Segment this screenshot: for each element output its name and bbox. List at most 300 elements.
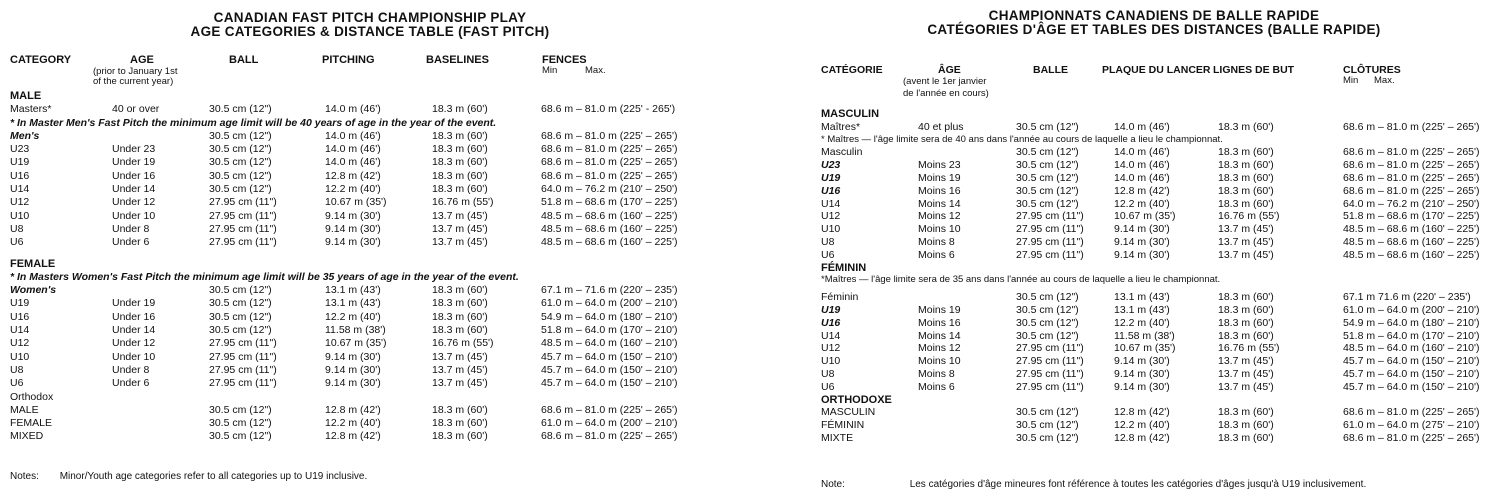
table-row <box>0 284 740 297</box>
header-category: CATEGORY <box>10 54 72 66</box>
table-row <box>808 249 1500 262</box>
cell-baselines: 13.7 m (45') <box>1218 248 1274 261</box>
cell-ball: 27.95 cm (11") <box>209 196 277 209</box>
section-heading <box>808 394 1500 407</box>
table-row <box>808 317 1500 330</box>
table-row <box>0 236 740 249</box>
cell-baselines: 18.3 m (60') <box>1218 406 1274 419</box>
cell-baselines: 18.3 m (60') <box>432 284 488 297</box>
cell-ball: 30.5 cm (12") <box>1016 316 1079 329</box>
cell-baselines: 18.3 m (60') <box>432 310 488 323</box>
cell-ball: 30.5 cm (12") <box>1016 329 1079 342</box>
cell-category: U19 <box>10 297 30 310</box>
cell-age: Under 8 <box>112 222 150 235</box>
cell-pitching: 14.0 m (46') <box>325 129 381 142</box>
page-title <box>0 11 740 39</box>
cell-ball: 27.95 cm (11") <box>1016 248 1084 261</box>
cell-ball: 27.95 cm (11") <box>209 350 277 363</box>
cell-fences: 68.6 m – 81.0 m (225' - 265') <box>541 103 676 116</box>
fences-min-label-fr: Min <box>1343 75 1359 86</box>
cell-baselines: 18.3 m (60') <box>1218 146 1274 159</box>
table-row <box>808 236 1500 249</box>
cell-age: Moins 19 <box>918 303 961 316</box>
table-row <box>0 223 740 236</box>
cell-category: Women's <box>10 284 57 297</box>
table-row <box>808 368 1500 381</box>
cell-baselines: 18.3 m (60') <box>1218 184 1274 197</box>
cell-fences: 61.0 m – 64.0 m (200' – 210') <box>1343 303 1480 316</box>
cell-baselines: 13.7 m (45') <box>432 350 488 363</box>
cell-category: U12 <box>821 210 841 223</box>
cell-category: U12 <box>10 337 30 350</box>
cell-category: U12 <box>821 342 841 355</box>
cell-ball: 27.95 cm (11") <box>209 363 277 376</box>
cell-ball: 30.5 cm (12") <box>1016 184 1079 197</box>
cell-fences: 48.5 m – 68.6 m (160' – 225') <box>541 209 678 222</box>
cell-age: Moins 16 <box>918 184 961 197</box>
cell-baselines: 13.7 m (45') <box>1218 367 1274 380</box>
cell-ball: 27.95 cm (11") <box>209 209 277 222</box>
table-row <box>808 381 1500 394</box>
table-row <box>808 121 1500 134</box>
table-row <box>808 330 1500 343</box>
footnote-row <box>808 274 1500 287</box>
cell-category: U19 <box>821 303 841 316</box>
cell-category: U10 <box>821 223 841 236</box>
cell-ball: 27.95 cm (11") <box>1016 355 1084 368</box>
row-spacer <box>0 250 740 258</box>
cell-fences: 68.6 m – 81.0 m (225' – 265') <box>1343 406 1480 419</box>
cell-age: Under 8 <box>112 363 150 376</box>
section-heading <box>808 262 1500 275</box>
cell-ball: 27.95 cm (11") <box>1016 342 1084 355</box>
cell-age: Under 12 <box>112 337 156 350</box>
cell-ball: 30.5 cm (12") <box>209 310 272 323</box>
cell-pitching: 12.8 m (42') <box>325 169 381 182</box>
cell-pitching: 12.8 m (42') <box>1114 431 1170 444</box>
cell-category: U16 <box>10 310 30 323</box>
cell-fences: 48.5 m – 64.0 m (160' – 210') <box>541 337 678 350</box>
cell-age: Under 19 <box>112 297 156 310</box>
cell-baselines: 18.3 m (60') <box>432 403 488 416</box>
cell-category: U10 <box>10 209 30 222</box>
cell-fences: 68.6 m – 81.0 m (225' – 265') <box>1343 431 1480 444</box>
cell-pitching: 9.14 m (30') <box>1114 223 1170 236</box>
table-row <box>0 130 740 143</box>
cell-pitching: 14.0 m (46') <box>325 156 381 169</box>
cell-fences: 48.5 m – 68.6 m (160' – 225') <box>1343 223 1480 236</box>
cell-pitching: 13.1 m (43') <box>1114 303 1170 316</box>
cell-fences: 51.8 m – 68.6 m (170' – 225') <box>1343 210 1480 223</box>
cell-category: FEMALE <box>10 417 53 430</box>
cell-fences: 68.6 m – 81.0 m (225' – 265') <box>1343 120 1480 133</box>
cell-ball: 30.5 cm (12") <box>1016 406 1079 419</box>
cell-pitching: 9.14 m (30') <box>1114 380 1170 393</box>
page-title-fr <box>808 9 1500 37</box>
cell-pitching: 11.58 m (38') <box>325 324 386 337</box>
cell-pitching: 12.2 m (40') <box>325 310 381 323</box>
cell-age: Moins 14 <box>918 329 961 342</box>
cell-fences: 68.6 m – 81.0 m (225' – 265') <box>541 143 678 156</box>
cell-pitching: 11.58 m (38') <box>1114 329 1175 342</box>
cell-fences: 48.5 m – 68.6 m (160' – 225') <box>541 222 678 235</box>
cell-pitching: 12.2 m (40') <box>325 417 381 430</box>
title-line-2: AGE CATEGORIES & DISTANCE TABLE (FAST PITCH) <box>190 24 550 39</box>
cell-category: Masculin <box>821 146 863 159</box>
cell-ball: 30.5 cm (12") <box>1016 146 1079 159</box>
cell-pitching: 9.14 m (30') <box>325 363 381 376</box>
cell-baselines: 18.3 m (60') <box>432 156 488 169</box>
table-row <box>808 355 1500 368</box>
cell-baselines: 13.7 m (45') <box>1218 235 1274 248</box>
table-row <box>0 337 740 350</box>
cell-age: 40 or over <box>112 103 160 116</box>
cell-baselines: 18.3 m (60') <box>1218 197 1274 210</box>
table-row <box>808 291 1500 304</box>
cell-age: Moins 14 <box>918 197 961 210</box>
cell-baselines: 18.3 m (60') <box>432 129 488 142</box>
cell-category: MIXTE <box>821 431 854 444</box>
header-age: AGE <box>130 54 154 66</box>
cell-pitching: 9.14 m (30') <box>1114 355 1170 368</box>
cell-age: Under 12 <box>112 196 156 209</box>
cell-category: MASCULIN <box>821 108 880 120</box>
table-row <box>0 377 740 390</box>
cell-ball: 30.5 cm (12") <box>209 297 272 310</box>
cell-baselines: 13.7 m (45') <box>432 363 488 376</box>
cell-category: * Maîtres — l'âge limite sera de 40 ans dans l'année au cours de laquelle a lieu le championnat. <box>821 133 1223 145</box>
header-pitching: PITCHING <box>322 54 375 66</box>
cell-fences: 48.5 m – 64.0 m (160' – 210') <box>1343 342 1480 355</box>
cell-age: Moins 6 <box>918 248 955 261</box>
notes-label-fr: Note: <box>821 479 845 490</box>
cell-fences: 68.6 m – 81.0 m (225' – 265') <box>541 403 678 416</box>
cell-ball: 30.5 cm (12") <box>1016 159 1079 172</box>
cell-baselines: 18.3 m (60') <box>432 169 488 182</box>
cell-ball: 30.5 cm (12") <box>209 143 272 156</box>
header-fences: FENCES <box>542 54 587 66</box>
notes-text: Minor/Youth age categories refer to all categories up to U19 inclusive. <box>59 471 368 482</box>
table-row <box>0 297 740 310</box>
cell-category: ORTHODOXE <box>821 393 892 406</box>
table-row <box>808 432 1500 445</box>
cell-ball: 27.95 cm (11") <box>209 236 277 249</box>
cell-fences: 45.7 m – 64.0 m (150' – 210') <box>1343 380 1480 393</box>
notes <box>10 471 367 482</box>
table-row <box>0 351 740 364</box>
cell-baselines: 18.3 m (60') <box>432 103 488 116</box>
cell-baselines: 13.7 m (45') <box>432 236 488 249</box>
cell-category: U6 <box>821 248 835 261</box>
cell-ball: 30.5 cm (12") <box>1016 197 1079 210</box>
cell-fences: 61.0 m – 64.0 m (275' – 210') <box>1343 419 1480 432</box>
table-row <box>808 223 1500 236</box>
cell-pitching: 10.67 m (35') <box>325 196 387 209</box>
cell-ball: 30.5 cm (12") <box>1016 171 1079 184</box>
cell-age: Moins 23 <box>918 159 961 172</box>
cell-baselines: 18.3 m (60') <box>1218 303 1274 316</box>
cell-category: U16 <box>10 169 30 182</box>
cell-category: MASCULIN <box>821 406 876 419</box>
cell-baselines: 13.7 m (45') <box>1218 380 1274 393</box>
table-row <box>808 159 1500 172</box>
cell-pitching: 12.2 m (40') <box>1114 197 1170 210</box>
french-rows <box>808 108 1500 445</box>
cell-baselines: 13.7 m (45') <box>1218 223 1274 236</box>
cell-category: FÉMININ <box>821 261 867 274</box>
cell-ball: 30.5 cm (12") <box>1016 419 1079 432</box>
table-row <box>0 324 740 337</box>
cell-baselines: 16.76 m (55') <box>432 337 494 350</box>
cell-pitching: 13.1 m (43') <box>325 284 381 297</box>
header-ball: BALL <box>229 54 259 66</box>
cell-baselines: 18.3 m (60') <box>432 430 488 443</box>
cell-category: U23 <box>10 143 30 156</box>
cell-baselines: 18.3 m (60') <box>1218 120 1274 133</box>
cell-ball: 27.95 cm (11") <box>209 337 277 350</box>
table-row <box>0 364 740 377</box>
cell-ball: 27.95 cm (11") <box>1016 235 1084 248</box>
cell-age: Moins 16 <box>918 316 961 329</box>
footnote-row <box>0 271 740 284</box>
cell-age: Under 6 <box>112 236 150 249</box>
cell-category: U8 <box>821 367 835 380</box>
cell-ball: 27.95 cm (11") <box>209 222 277 235</box>
cell-pitching: 9.14 m (30') <box>325 350 381 363</box>
cell-category: Masters* <box>10 103 52 116</box>
cell-pitching: 12.8 m (42') <box>325 403 381 416</box>
cell-pitching: 12.2 m (40') <box>1114 316 1170 329</box>
cell-pitching: 12.2 m (40') <box>325 183 381 196</box>
age-note-line-1-fr: (avent le 1er janvier <box>903 76 987 87</box>
cell-category: U19 <box>821 171 841 184</box>
cell-baselines: 18.3 m (60') <box>1218 329 1274 342</box>
cell-fences: 67.1 m – 71.6 m (220' – 235') <box>541 284 678 297</box>
cell-category: U16 <box>821 184 841 197</box>
cell-baselines: 18.3 m (60') <box>1218 419 1274 432</box>
table-row <box>0 183 740 196</box>
cell-category: U14 <box>821 329 841 342</box>
cell-category: * In Master Men's Fast Pitch the minimum age limit will be 40 years of age in the year of the event. <box>10 116 497 129</box>
cell-pitching: 14.0 m (46') <box>325 143 381 156</box>
cell-ball: 30.5 cm (12") <box>209 129 272 142</box>
cell-age: Under 16 <box>112 169 156 182</box>
cell-fences: 68.6 m – 81.0 m (225' – 265') <box>541 169 678 182</box>
cell-category: MIXED <box>10 430 44 443</box>
cell-pitching: 9.14 m (30') <box>325 222 381 235</box>
cell-baselines: 18.3 m (60') <box>1218 171 1274 184</box>
cell-fences: 68.6 m – 81.0 m (225' – 265') <box>1343 146 1480 159</box>
cell-baselines: 18.3 m (60') <box>432 417 488 430</box>
cell-category: U14 <box>10 324 30 337</box>
table-row <box>0 103 740 116</box>
cell-fences: 51.8 m – 68.6 m (170' – 225') <box>541 196 678 209</box>
cell-category: U6 <box>821 380 835 393</box>
cell-category: *Maîtres — l'âge limite sera de 35 ans dans l'année au cours de laquelle a lieu le championnat. <box>821 274 1221 286</box>
cell-fences: 68.6 m – 81.0 m (225' – 265') <box>541 430 678 443</box>
table-row <box>808 342 1500 355</box>
table-row <box>0 196 740 209</box>
cell-category: U8 <box>10 222 24 235</box>
cell-fences: 54.9 m – 64.0 m (180' – 210') <box>541 310 678 323</box>
cell-age: Moins 10 <box>918 355 961 368</box>
table-row <box>808 185 1500 198</box>
cell-pitching: 14.0 m (46') <box>1114 159 1170 172</box>
section-heading <box>808 108 1500 121</box>
cell-age: Moins 8 <box>918 367 955 380</box>
cell-category: U6 <box>10 377 24 390</box>
cell-age: Moins 10 <box>918 223 961 236</box>
cell-pitching: 9.14 m (30') <box>1114 235 1170 248</box>
cell-category: U14 <box>821 197 841 210</box>
table-row <box>808 210 1500 223</box>
cell-category: U23 <box>821 159 841 172</box>
cell-category: FÉMININ <box>821 419 865 432</box>
table-row <box>808 304 1500 317</box>
cell-category: U6 <box>10 236 24 249</box>
cell-age: Under 6 <box>112 377 150 390</box>
cell-ball: 30.5 cm (12") <box>209 417 272 430</box>
notes-fr <box>821 479 1366 490</box>
cell-category: U8 <box>10 363 24 376</box>
cell-pitching: 10.67 m (35') <box>325 337 387 350</box>
table-row <box>0 143 740 156</box>
cell-baselines: 18.3 m (60') <box>1218 316 1274 329</box>
section-heading <box>0 258 740 271</box>
title-line-2-fr: CATÉGORIES D'ÂGE ET TABLES DES DISTANCES (BALLE RAPIDE) <box>927 22 1381 37</box>
cell-age: Moins 12 <box>918 342 961 355</box>
table-row <box>808 172 1500 185</box>
title-line-1-fr: CHAMPIONNATS CANADIENS DE BALLE RAPIDE <box>988 8 1320 23</box>
cell-baselines: 16.76 m (55') <box>1218 342 1280 355</box>
cell-ball: 30.5 cm (12") <box>1016 431 1079 444</box>
table-row <box>808 146 1500 159</box>
cell-category: U8 <box>821 235 835 248</box>
cell-ball: 27.95 cm (11") <box>1016 380 1084 393</box>
cell-fences: 68.6 m – 81.0 m (225' – 265') <box>541 129 678 142</box>
cell-baselines: 13.7 m (45') <box>1218 355 1274 368</box>
cell-age: Under 23 <box>112 143 156 156</box>
cell-baselines: 18.3 m (60') <box>432 324 488 337</box>
cell-fences: 48.5 m – 68.6 m (160' – 225') <box>1343 235 1480 248</box>
cell-ball: 30.5 cm (12") <box>1016 291 1079 304</box>
cell-pitching: 12.8 m (42') <box>325 430 381 443</box>
cell-fences: 45.7 m – 64.0 m (150' – 210') <box>541 377 678 390</box>
header-baselines: BASELINES <box>426 54 489 66</box>
table-row <box>0 210 740 223</box>
cell-ball: 27.95 cm (11") <box>1016 223 1084 236</box>
cell-ball: 30.5 cm (12") <box>209 430 272 443</box>
header-ball-fr: BALLE <box>1033 64 1068 76</box>
cell-category: Men's <box>10 129 40 142</box>
cell-ball: 30.5 cm (12") <box>209 403 272 416</box>
notes-text-fr: Les catégories d'âge mineures font référence à toutes les catégories d'âges jusqu'à U19 inclusivement. <box>909 479 1367 490</box>
cell-pitching: 14.0 m (46') <box>1114 171 1170 184</box>
cell-category: FEMALE <box>10 257 56 270</box>
cell-pitching: 9.14 m (30') <box>325 209 381 222</box>
cell-pitching: 9.14 m (30') <box>325 377 381 390</box>
cell-category: Orthodox <box>10 390 54 403</box>
cell-baselines: 18.3 m (60') <box>1218 291 1274 304</box>
cell-category: U12 <box>10 196 30 209</box>
header-baselines-fr: LIGNES DE BUT <box>1213 64 1295 76</box>
cell-category: U10 <box>10 350 30 363</box>
header-pitching-fr: PLAQUE DU LANCER <box>1102 64 1211 76</box>
cell-pitching: 12.2 m (40') <box>1114 419 1170 432</box>
cell-baselines: 18.3 m (60') <box>432 297 488 310</box>
fences-max-label: Max. <box>585 65 606 76</box>
cell-category: * In Masters Women's Fast Pitch the minimum age limit will be 35 years of age in the year of the event. <box>10 270 519 283</box>
age-note-line-2: of the current year) <box>93 76 174 87</box>
cell-pitching: 9.14 m (30') <box>325 236 381 249</box>
cell-fences: 45.7 m – 64.0 m (150' – 210') <box>1343 355 1480 368</box>
table-row <box>0 404 740 417</box>
cell-ball: 30.5 cm (12") <box>209 169 272 182</box>
cell-ball: 30.5 cm (12") <box>1016 120 1079 133</box>
cell-ball: 30.5 cm (12") <box>209 156 272 169</box>
title-line-1: CANADIAN FAST PITCH CHAMPIONSHIP PLAY <box>213 10 527 25</box>
cell-baselines: 13.7 m (45') <box>432 222 488 235</box>
table-row <box>0 391 740 404</box>
cell-baselines: 16.76 m (55') <box>1218 210 1280 223</box>
cell-age: Under 14 <box>112 183 156 196</box>
cell-age: Under 16 <box>112 310 156 323</box>
cell-category: U16 <box>821 316 841 329</box>
cell-category: U19 <box>10 156 30 169</box>
cell-fences: 51.8 m – 64.0 m (170' – 210') <box>541 324 678 337</box>
cell-category: MALE <box>10 90 42 102</box>
cell-age: Under 10 <box>112 209 156 222</box>
section-heading <box>0 90 740 103</box>
cell-pitching: 10.67 m (35') <box>1114 210 1176 223</box>
cell-fences: 45.7 m – 64.0 m (150' – 210') <box>1343 367 1480 380</box>
cell-baselines: 18.3 m (60') <box>1218 159 1274 172</box>
cell-pitching: 14.0 m (46') <box>325 103 381 116</box>
cell-fences: 68.6 m – 81.0 m (225' – 265') <box>1343 159 1480 172</box>
notes-label: Notes: <box>10 471 39 482</box>
cell-fences: 48.5 m – 68.6 m (160' – 225') <box>1343 248 1480 261</box>
cell-category: Maîtres* <box>821 120 861 133</box>
table-row <box>0 170 740 183</box>
cell-pitching: 14.0 m (46') <box>1114 146 1170 159</box>
cell-pitching: 13.1 m (43') <box>325 297 381 310</box>
footnote-row <box>0 117 740 130</box>
cell-ball: 30.5 cm (12") <box>209 324 272 337</box>
cell-ball: 30.5 cm (12") <box>209 284 272 297</box>
cell-age: 40 et plus <box>918 120 964 133</box>
cell-fences: 45.7 m – 64.0 m (150' – 210') <box>541 350 678 363</box>
table-row <box>808 406 1500 419</box>
cell-pitching: 9.14 m (30') <box>1114 367 1170 380</box>
cell-fences: 68.6 m – 81.0 m (225' – 265') <box>541 156 678 169</box>
cell-pitching: 12.8 m (42') <box>1114 406 1170 419</box>
cell-fences: 54.9 m – 64.0 m (180' – 210') <box>1343 316 1480 329</box>
cell-category: MALE <box>10 403 39 416</box>
cell-baselines: 18.3 m (60') <box>432 143 488 156</box>
header-category-fr: CATÉGORIE <box>821 64 883 76</box>
cell-ball: 27.95 cm (11") <box>1016 210 1084 223</box>
cell-ball: 30.5 cm (12") <box>1016 303 1079 316</box>
age-note-line-2-fr: de l'année en cours) <box>903 88 989 99</box>
cell-pitching: 9.14 m (30') <box>1114 248 1170 261</box>
cell-pitching: 14.0 m (46') <box>1114 120 1170 133</box>
fences-max-label-fr: Max. <box>1374 75 1395 86</box>
cell-ball: 30.5 cm (12") <box>209 183 272 196</box>
fences-min-label: Min <box>542 65 558 76</box>
cell-age: Under 19 <box>112 156 156 169</box>
cell-category: U10 <box>821 355 841 368</box>
header-age-fr: ÂGE <box>938 64 961 76</box>
